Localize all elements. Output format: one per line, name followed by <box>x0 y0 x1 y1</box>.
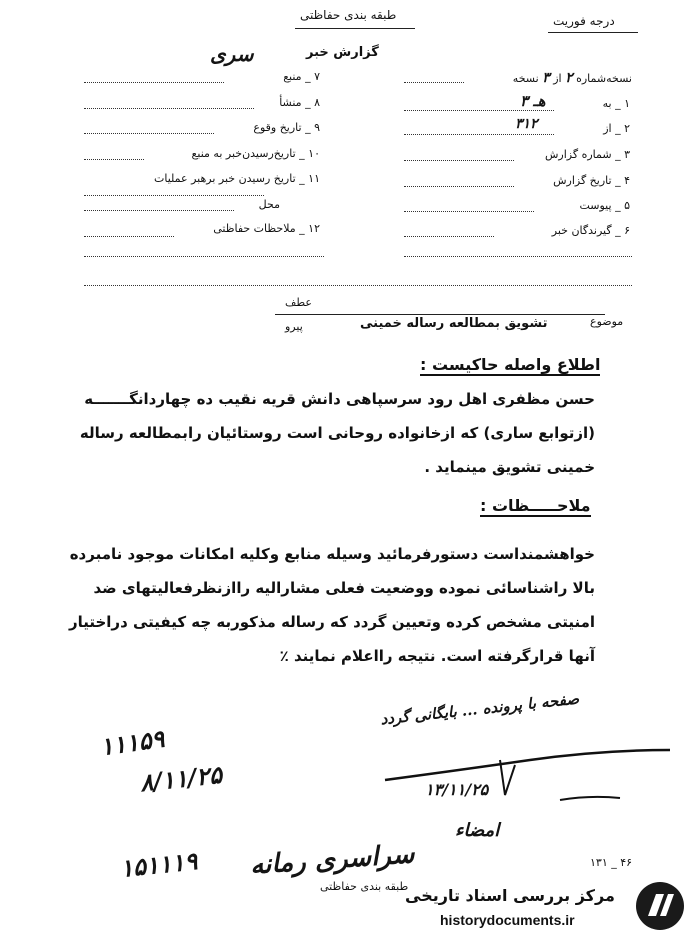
field-6: ۶ _ گیرندگان خبر <box>551 224 630 237</box>
body-line-1: حسن مظفری اهل رود سرسپاهی دانش قریه نقیب ده چهاردانگـــــــه <box>84 390 595 408</box>
classification-bottom: طبقه بندی حفاظتی <box>320 880 409 893</box>
archive-logo-icon <box>634 880 686 932</box>
field-6-extra-line <box>404 256 632 257</box>
report-title: گزارش خبر <box>306 45 379 60</box>
remarks-line-3: امنیتی مشخص کرده وتعیین گردد که رساله مذکوربه چه کیفیتی دراختیار <box>68 613 595 631</box>
field-11-line <box>84 195 264 196</box>
doc-number: ۱۳۱ _ ۴۶ <box>590 856 633 869</box>
field-3: ۳ _ شماره گزارش <box>544 148 630 161</box>
field-extra-line <box>84 256 324 257</box>
handwritten-bottom-number: ۱۵۱۱۱۹ <box>118 846 199 883</box>
signature-stroke <box>380 740 680 820</box>
body-heading: اطلاع واصله حاکیست : <box>420 355 601 374</box>
field-9-line <box>84 133 214 134</box>
title-handwritten: سری <box>210 42 254 66</box>
field-2-value: ۳۱۲ <box>515 116 538 132</box>
field-location-line <box>84 210 234 211</box>
field-location: محل <box>258 198 280 211</box>
field-4: ۴ _ تاریخ گزارش <box>553 174 630 187</box>
field-12-line <box>84 236 174 237</box>
field-10-line <box>84 159 144 160</box>
handwritten-bottom-text: سراسری رمانه <box>249 839 416 881</box>
body-line-3: خمینی تشویق مینماید . <box>424 458 595 476</box>
handwritten-date-mid: ۱۳/۱۱/۲۵ <box>425 780 489 799</box>
remarks-heading: ملاحـــــظات : <box>480 496 591 515</box>
field-2-line <box>404 134 554 135</box>
field-2: ۲ _ از <box>603 122 630 135</box>
subject-label: موضوع <box>590 315 624 328</box>
copy-line-dots <box>404 82 464 83</box>
field-7-line <box>84 82 224 83</box>
field-11: ۱۱ _ تاریخ رسیدن خبر برهبر عملیات <box>153 172 320 185</box>
field-3-line <box>404 160 514 161</box>
classification-top: طبقه بندی حفاظتی <box>300 8 397 22</box>
field-1-value: ۳ هـ <box>520 92 546 110</box>
header-rule-right <box>548 32 638 33</box>
field-6-line <box>404 236 494 237</box>
header-rule-left <box>295 28 415 29</box>
handwritten-number: ۱۱۱۵۹ <box>98 723 167 762</box>
field-12: ۱۲ _ ملاحظات حفاظتی <box>213 222 320 235</box>
subject-value: تشویق بمطالعه رساله خمینی <box>360 316 548 331</box>
priority-label: درجه فوریت <box>553 14 615 28</box>
field-9: ۹ _ تاریخ وقوع <box>253 121 320 134</box>
handwritten-date-left: ۸/۱۱/۲۵ <box>138 759 224 798</box>
atf-label: عطف <box>285 296 312 309</box>
watermark-url: historydocuments.ir <box>440 912 575 928</box>
field-10: ۱۰ _ تاریخ‌رسیدن‌خبر به منبع <box>191 147 320 160</box>
field-1-line <box>404 110 554 111</box>
copy-total-handwritten: ۳ <box>542 70 550 86</box>
field-5: ۵ _ پیوست <box>579 199 630 212</box>
body-line-2: (ازتوابع ساری) که ازخانواده روحانی است روستائیان رابمطالعه رساله <box>79 424 595 442</box>
field-7: ۷ _ منبع <box>283 70 320 83</box>
remarks-line-2: بالا راشناسائی نموده ووضعیت فعلی مشارالیه راازنظرفعالیتهای ضد <box>93 579 595 597</box>
field-8-line <box>84 108 254 109</box>
watermark-fa: مرکز بررسی اسناد تاریخی <box>405 886 615 905</box>
remarks-line-1: خواهشمنداست دستورفرمائید وسیله منابع وکلیه امکانات موجود نامبرده <box>69 545 595 563</box>
section-divider <box>84 285 632 286</box>
remarks-line-4: آنها قرارگرفته است. نتیجه رااعلام نمایند ٪ <box>279 647 595 665</box>
handwritten-sign: امضاء <box>455 820 500 841</box>
field-8: ۸ _ منشأ <box>279 96 320 109</box>
field-1: ۱ _ به <box>602 97 630 110</box>
copy-line: نسخه‌شماره ۲ از ۳ نسخه <box>512 70 632 86</box>
field-4-line <box>404 186 514 187</box>
peyro-label: پیرو <box>285 320 303 333</box>
field-5-line <box>404 211 534 212</box>
copy-number-handwritten: ۲ <box>565 70 573 86</box>
subject-rule <box>275 314 605 315</box>
handwritten-note: صفحه با پرونده ... بایگانی گردد <box>379 689 580 729</box>
